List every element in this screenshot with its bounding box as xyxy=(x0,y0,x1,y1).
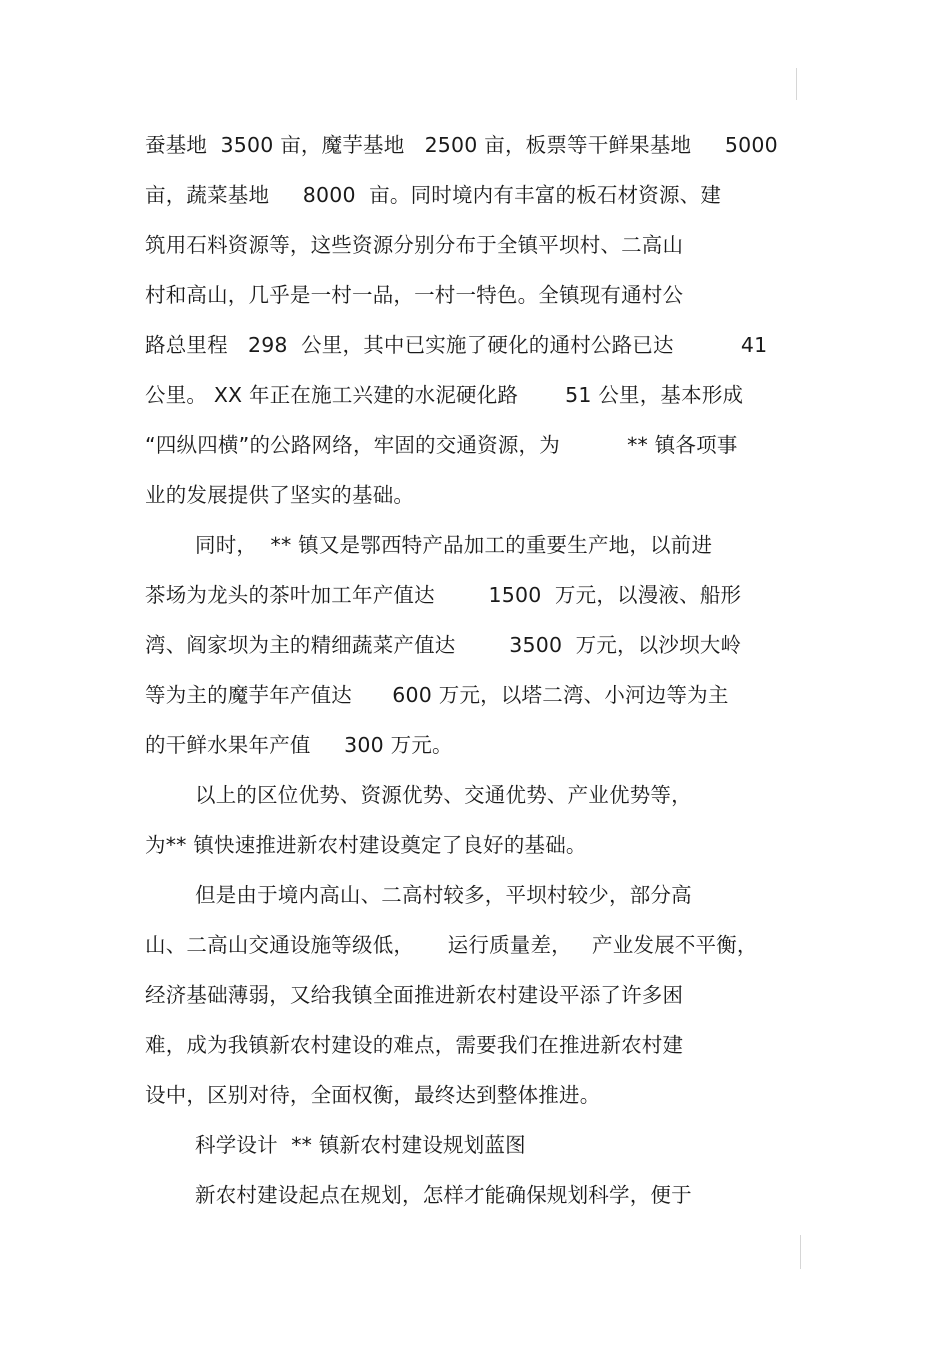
text-line: 筑用石料资源等，这些资源分别分布于全镇平坝村、二高山 xyxy=(145,233,684,257)
page-corner-mark-top xyxy=(796,68,797,100)
text-line: 村和高山，几乎是一村一品，一村一特色。全镇现有通村公 xyxy=(145,283,684,307)
text-line: 等为主的魔芋年产值达 600 万元，以塔二湾、小河边等为主 xyxy=(145,683,729,707)
paragraph-start-line: 以上的区位优势、资源优势、交通优势、产业优势等， xyxy=(195,783,692,807)
text-line: 路总里程 298 公里，其中已实施了硬化的通村公路已达 41 xyxy=(145,333,768,357)
page-corner-mark-bottom xyxy=(800,1235,801,1269)
text-line: 山、二高山交通设施等级低， 运行质量差， 产业发展不平衡， xyxy=(145,933,758,957)
paragraph-start-line: 但是由于境内高山、二高村较多，平坝村较少，部分高 xyxy=(195,883,692,907)
text-line: 经济基础薄弱，又给我镇全面推进新农村建设平添了许多困 xyxy=(145,983,684,1007)
text-line: 蚕基地 3500 亩，魔芋基地 2500 亩，板票等干鲜果基地 5000 xyxy=(145,133,778,157)
text-line: 的干鲜水果年产值 300 万元。 xyxy=(145,733,453,757)
text-line: 难，成为我镇新农村建设的难点，需要我们在推进新农村建 xyxy=(145,1033,684,1057)
text-line: 公里。 XX 年正在施工兴建的水泥硬化路 51 公里，基本形成 xyxy=(145,383,744,407)
text-line: 业的发展提供了坚实的基础。 xyxy=(145,483,415,507)
text-line: “四纵四横”的公路网络，牢固的交通资源，为 ** 镇各项事 xyxy=(145,433,738,457)
paragraph-start-line: 新农村建设起点在规划，怎样才能确保规划科学，便于 xyxy=(195,1183,692,1207)
text-line: 设中，区别对待，全面权衡，最终达到整体推进。 xyxy=(145,1083,601,1107)
section-heading: 科学设计 ** 镇新农村建设规划蓝图 xyxy=(195,1133,526,1157)
text-line: 亩，蔬菜基地 8000 亩。同时境内有丰富的板石材资源、建 xyxy=(145,183,722,207)
text-line: 湾、阎家坝为主的精细蔬菜产值达 3500 万元，以沙坝大岭 xyxy=(145,633,742,657)
paragraph-start-line: 同时， ** 镇又是鄂西特产品加工的重要生产地，以前进 xyxy=(195,533,713,557)
text-line: 为** 镇快速推进新农村建设奠定了良好的基础。 xyxy=(145,833,587,857)
text-line: 茶场为龙头的茶叶加工年产值达 1500 万元，以漫液、船形 xyxy=(145,583,742,607)
